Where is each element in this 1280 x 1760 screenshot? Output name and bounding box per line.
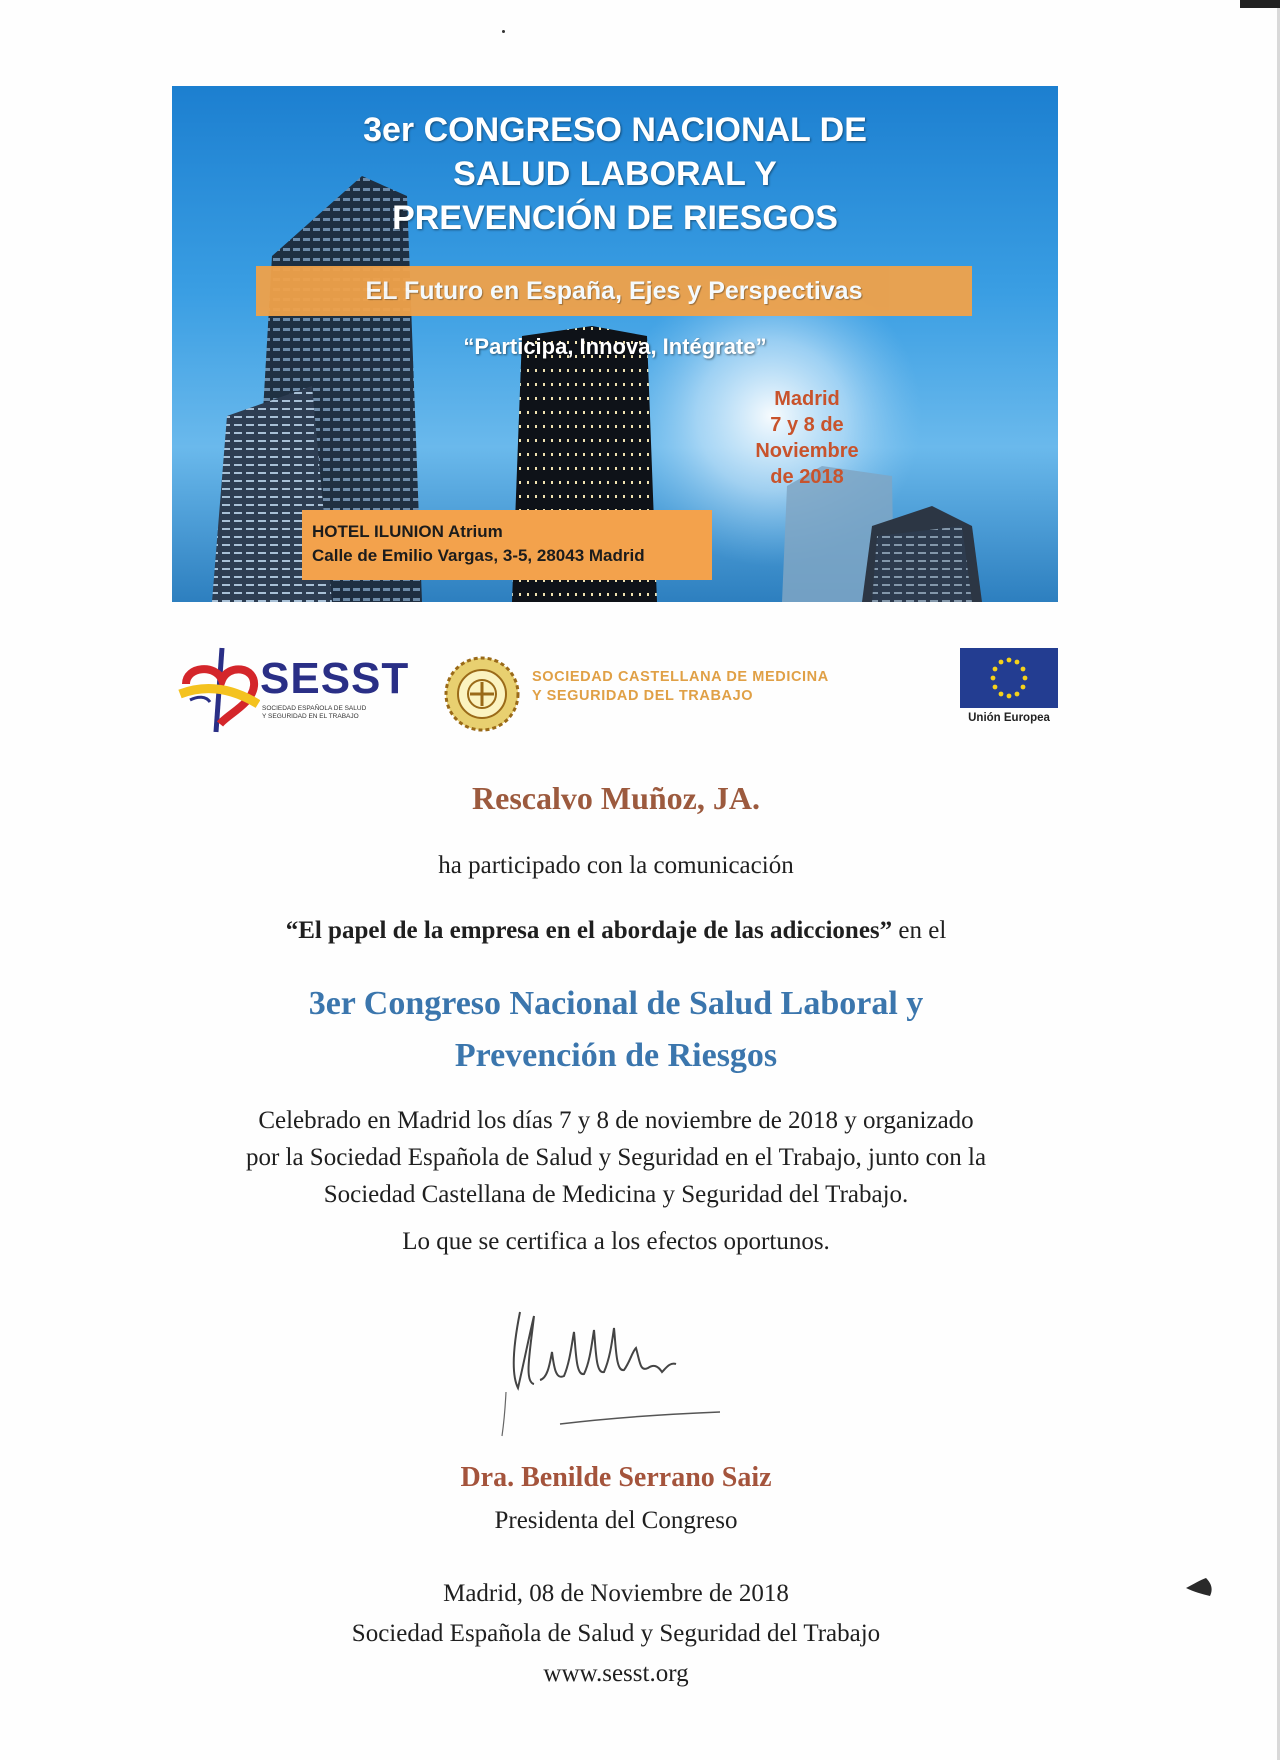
eu-flag-icon bbox=[960, 648, 1058, 708]
page-corner-mark bbox=[1240, 0, 1280, 8]
scan-smudge bbox=[1184, 1574, 1218, 1600]
scm-seal-icon bbox=[444, 654, 524, 734]
banner-date bbox=[732, 386, 882, 490]
organization-name: Sociedad Española de Salud y Seguridad del Trabajo bbox=[351, 1620, 881, 1647]
banner-motto: “Participa, Innova, Intégrate” bbox=[463, 334, 767, 359]
scan-speck bbox=[502, 30, 505, 33]
recipient-name: Rescalvo Muñoz, JA. bbox=[472, 780, 760, 816]
body-line: Sociedad Castellana de Medicina y Seguridad del Trabajo. bbox=[323, 1181, 909, 1208]
banner-date-line: de 2018 bbox=[770, 466, 844, 488]
banner-title-line: PREVENCIÓN DE RIESGOS bbox=[392, 199, 838, 237]
banner-venue bbox=[302, 510, 712, 580]
congress-name bbox=[0, 978, 1232, 1082]
body-line: por la Sociedad Española de Salud y Seguridad en el Trabajo, junto con la bbox=[245, 1144, 987, 1171]
banner-title-line: SALUD LABORAL Y bbox=[453, 155, 777, 193]
sesst-logo bbox=[176, 644, 410, 734]
participation-statement: ha participado con la comunicación bbox=[438, 852, 794, 879]
venue-address: Calle de Emilio Vargas, 3-5, 28043 Madrid bbox=[312, 546, 645, 565]
sesst-emblem-icon bbox=[176, 644, 260, 734]
sesst-subtitle-line: SOCIEDAD ESPAÑOLA DE SALUD bbox=[262, 705, 367, 712]
scm-name bbox=[532, 668, 829, 706]
communication-line bbox=[0, 917, 1232, 945]
sesst-wordmark: SESST bbox=[260, 654, 410, 703]
banner-date-line: Madrid bbox=[774, 388, 840, 410]
eu-logo bbox=[958, 648, 1060, 730]
scm-name-line: Y SEGURIDAD DEL TRABAJO bbox=[532, 688, 754, 704]
banner-date-line: Noviembre bbox=[755, 440, 859, 462]
banner-subtitle: EL Futuro en España, Ejes y Perspectivas bbox=[256, 266, 972, 316]
scm-name-line: SOCIEDAD CASTELLANA DE MEDICINA bbox=[532, 669, 829, 685]
signer-name: Dra. Benilde Serrano Saiz bbox=[460, 1462, 772, 1493]
eu-label: Unión Europea bbox=[968, 712, 1050, 724]
congress-name-line: 3er Congreso Nacional de Salud Laboral y bbox=[308, 985, 924, 1022]
congress-name-line: Prevención de Riesgos bbox=[454, 1037, 778, 1074]
body-line: Celebrado en Madrid los días 7 y 8 de noviembre de 2018 y organizado bbox=[258, 1107, 974, 1134]
sesst-subtitle-line: Y SEGURIDAD EN EL TRABAJO bbox=[262, 713, 359, 720]
place-and-date: Madrid, 08 de Noviembre de 2018 bbox=[443, 1580, 789, 1607]
handwritten-signature bbox=[490, 1292, 760, 1442]
banner-title-line: 3er CONGRESO NACIONAL DE bbox=[363, 111, 867, 149]
signer-role: Presidenta del Congreso bbox=[494, 1507, 738, 1534]
venue-name: HOTEL ILUNION Atrium bbox=[312, 522, 503, 541]
communication-title: “El papel de la empresa en el abordaje de las adicciones” bbox=[285, 917, 893, 944]
certification-statement: Lo que se certifica a los efectos oportunos. bbox=[402, 1228, 830, 1255]
website-url: www.sesst.org bbox=[543, 1660, 689, 1687]
sesst-subtitle bbox=[262, 705, 402, 721]
congress-banner bbox=[172, 86, 1058, 602]
banner-title bbox=[172, 108, 1058, 240]
certificate-body bbox=[0, 1102, 1232, 1213]
communication-suffix: en el bbox=[892, 917, 947, 944]
banner-date-line: 7 y 8 de bbox=[770, 414, 844, 436]
scm-logo bbox=[444, 654, 914, 734]
